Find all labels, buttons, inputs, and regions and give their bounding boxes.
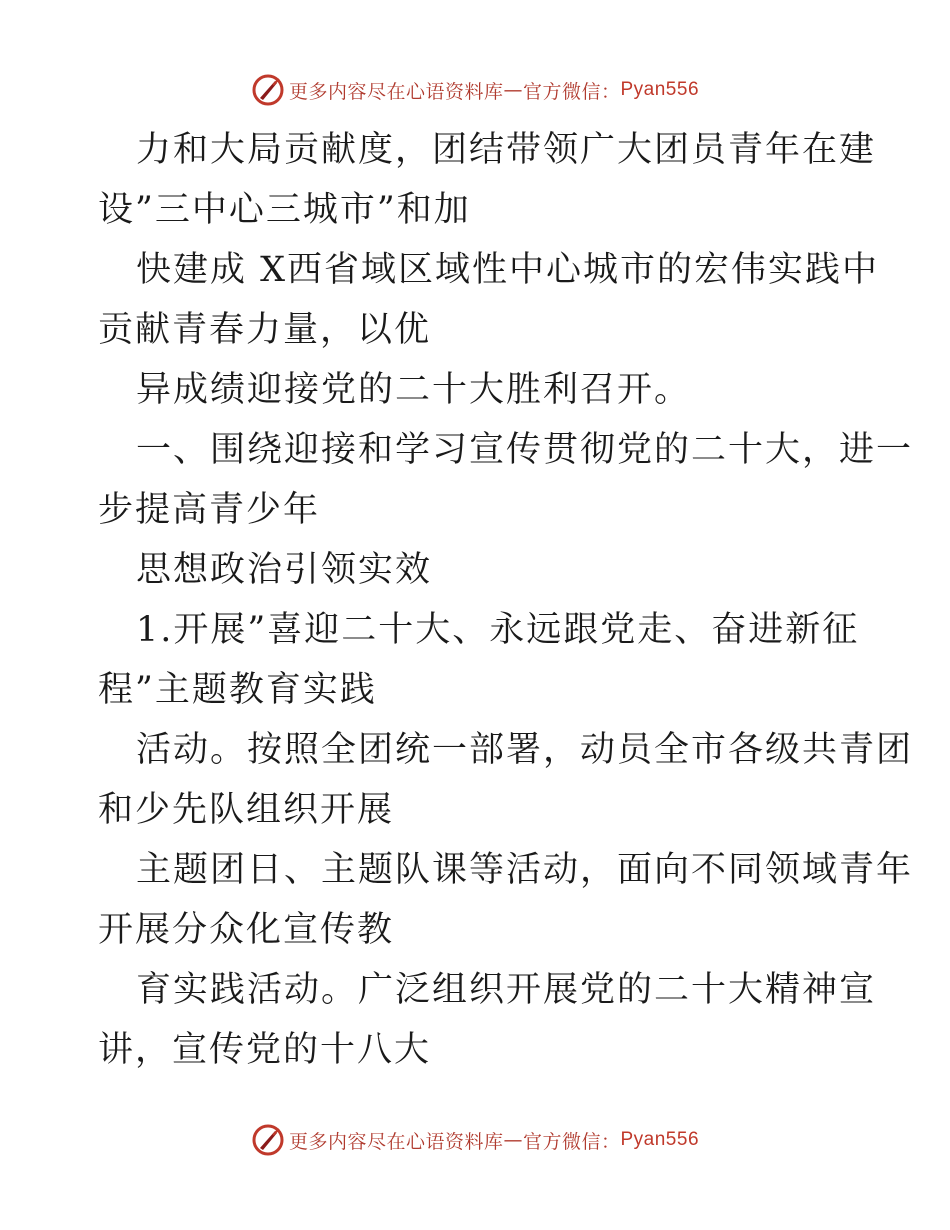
watermark-handle: Pyan556 [620,79,700,100]
text-line: 和少先队组织开展 [98,790,395,830]
watermark-text: 更多内容尽在心语资料库 [288,1130,504,1153]
watermark-handle: Pyan556 [620,1129,700,1150]
text-line: 主题团日、主题队课等活动，面向不同领域青年 [136,850,914,890]
text-line: 一、围绕迎接和学习宣传贯彻党的二十大，进一 [136,430,914,470]
watermark-text: 更多内容尽在心语资料库 [288,80,504,103]
watermark-official-label: 官方微信： [522,1130,621,1153]
quill-logo-icon [251,73,285,107]
watermark-dash: — [503,79,523,101]
text-line: 思想政治引领实效 [136,550,433,590]
text-line: 快建成 X西省域区域性中心城市的宏伟实践中 [136,250,880,290]
footer-watermark [0,1120,950,1160]
watermark-dash: — [503,1129,523,1151]
text-line: 讲，宣传党的十八大 [98,1030,432,1070]
header-watermark [0,70,950,110]
text-line: 异成绩迎接党的二十大胜利召开。 [136,370,692,410]
text-line: 力和大局贡献度，团结带领广大团员青年在建 [136,130,877,170]
text-line: 步提高青少年 [98,490,321,530]
text-line: 设”三中心三城市”和加 [98,190,471,230]
text-line: 开展分众化宣传教 [98,910,395,950]
text-line: 活动。按照全团统一部署，动员全市各级共青团 [136,730,914,770]
text-line: 1.开展”喜迎二十大、永远跟党走、奋进新征 [136,610,860,650]
quill-logo-icon [251,1123,285,1157]
document-body [98,120,914,1080]
text-line: 贡献青春力量，以优 [98,310,432,350]
text-line: 育实践活动。广泛组织开展党的二十大精神宣 [136,970,877,1010]
watermark-official-label: 官方微信： [522,80,621,103]
text-line: 程”主题教育实践 [98,670,377,710]
